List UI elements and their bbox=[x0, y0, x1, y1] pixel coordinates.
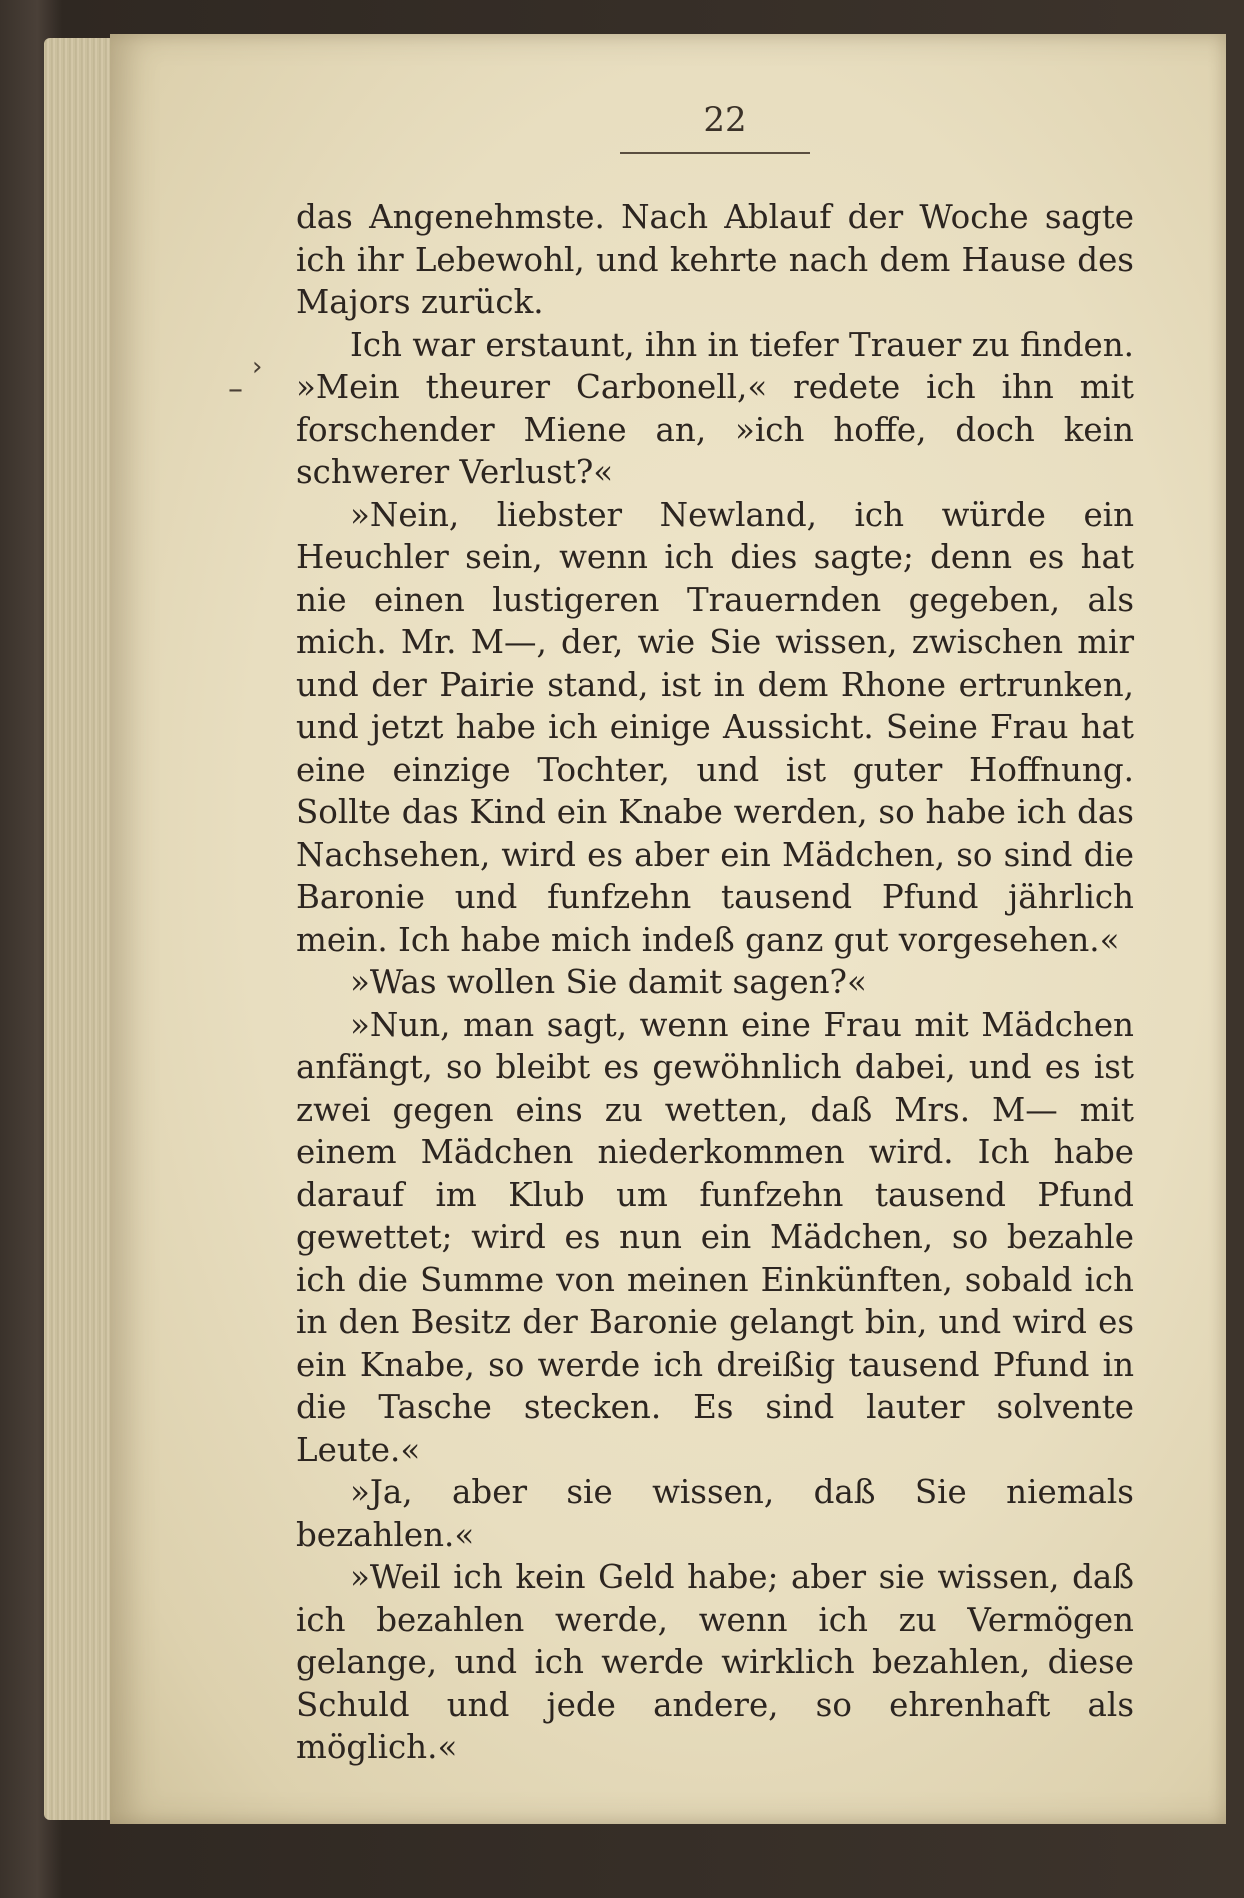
body-text bbox=[296, 196, 1134, 1769]
paragraph-5: »Nun, man sagt, wenn eine Frau mit Mädchen anfängt, so bleibt es gewöhnlich dabei, und es ist zwei gegen eins zu wetten, daß Mrs. M— mit einem Mädchen niederkommen wird. Ich habe darauf im Klub um funfzehn tausend Pfund gewettet; wird es nun ein Mädchen, so bezahle ich die Summe von meinen Einkünften, sobald ich in den Besitz der Baronie gelangt bin, und wird es ein Knabe, so werde ich dreißig tausend Pfund in die Tasche stecken. Es sind lauter solvente Leute.« bbox=[296, 1005, 1134, 1469]
paragraph-1: das Angenehmste. Nach Ablauf der Woche sagte ich ihr Lebewohl, und kehrte nach dem Hause des Majors zurück. bbox=[296, 198, 1134, 321]
page-number: 22 bbox=[703, 100, 747, 140]
paragraph-7: »Weil ich kein Geld habe; aber sie wissen, daß ich bezahlen werde, wenn ich zu Vermögen gelange, und ich werde wirklich bezahlen, diese Schuld und jede andere, so ehrenhaft als möglich.« bbox=[296, 1558, 1134, 1766]
header-rule bbox=[620, 152, 810, 154]
paragraph-4: »Was wollen Sie damit sagen?« bbox=[350, 963, 867, 1001]
paragraph-2: Ich war erstaunt, ihn in tiefer Trauer zu finden. »Mein theurer Carbonell,« redete ich ihn mit forschender Miene an, »ich hoffe, doch kein schwerer Verlust?« bbox=[296, 325, 1134, 491]
margin-mark-dash: – bbox=[228, 372, 243, 407]
paragraph-6: »Ja, aber sie wissen, daß Sie niemals bezahlen.« bbox=[296, 1473, 1134, 1554]
margin-mark-arrow: › bbox=[252, 352, 263, 382]
paragraph-3: »Nein, liebster Newland, ich würde ein Heuchler sein, wenn ich dies sagte; denn es hat nie einen lustigeren Trauernden gegeben, als mich. Mr. M—, der, wie Sie wissen, zwischen mir und der Pairie stand, ist in dem Rhone ertrunken, und jetzt habe ich einige Aussicht. Seine Frau hat eine einzige Tochter, und ist guter Hoffnung. Sollte das Kind ein Knabe werden, so habe ich das Nachsehen, wird es aber ein Mädchen, so sind die Baronie und funfzehn tausend Pfund jährlich mein. Ich habe mich indeß ganz gut vorgesehen.« bbox=[296, 495, 1134, 959]
